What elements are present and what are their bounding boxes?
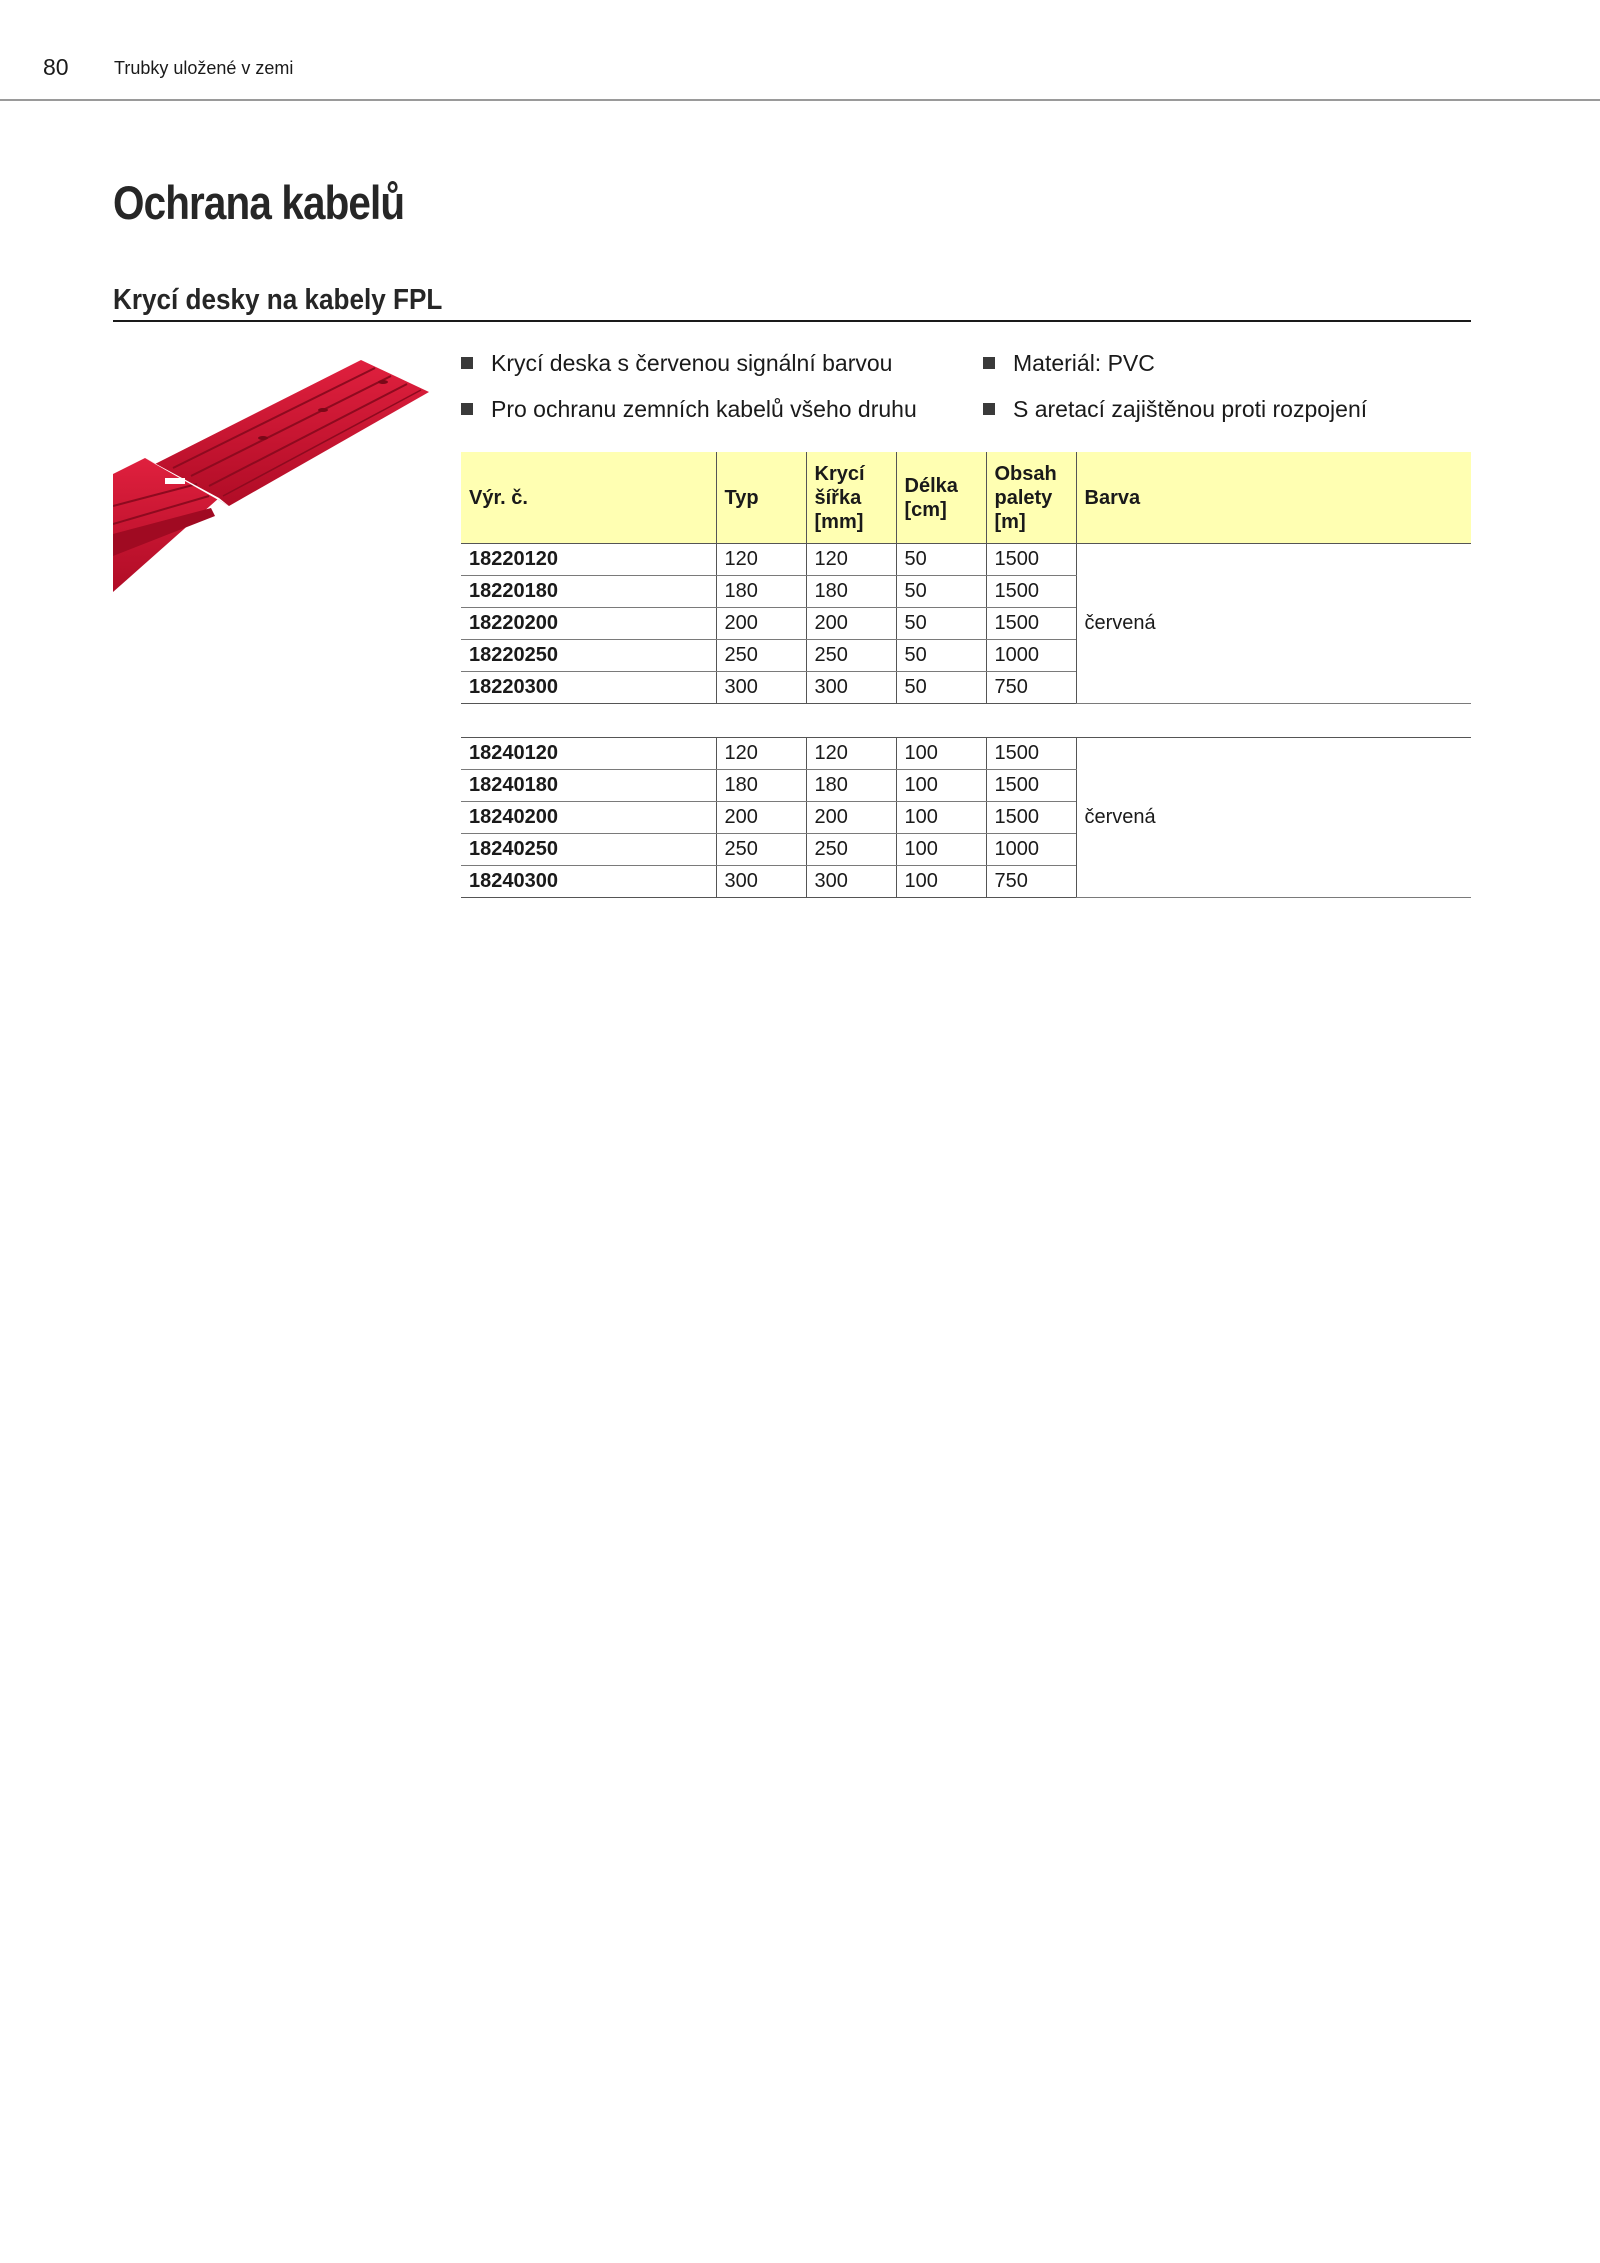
cell-pallet: 1500 [986, 770, 1076, 802]
page-number: 80 [43, 54, 69, 80]
section-title: Krycí desky na kabely FPL [113, 284, 443, 316]
square-bullet-icon [983, 403, 995, 415]
cell-code: 18220180 [461, 576, 716, 608]
cell-code: 18240300 [461, 866, 716, 898]
cell-length: 100 [896, 866, 986, 898]
col-header-pallet: Obsah palety [m] [986, 452, 1076, 544]
cell-type: 200 [716, 802, 806, 834]
cell-width: 200 [806, 802, 896, 834]
cell-length: 50 [896, 672, 986, 704]
cell-length: 100 [896, 834, 986, 866]
table-row [461, 738, 1471, 770]
cell-type: 300 [716, 866, 806, 898]
cell-type: 250 [716, 640, 806, 672]
cell-type: 180 [716, 576, 806, 608]
feature-item: Krycí deska s červenou signální barvou [461, 350, 892, 377]
cell-code: 18240120 [461, 738, 716, 770]
cable-cover-plate-image [113, 356, 433, 596]
cell-color: červená [1076, 738, 1471, 898]
cell-type: 200 [716, 608, 806, 640]
cell-length: 50 [896, 576, 986, 608]
cell-length: 50 [896, 608, 986, 640]
cell-code: 18220300 [461, 672, 716, 704]
cell-type: 120 [716, 738, 806, 770]
table-row [461, 544, 1471, 576]
cell-type: 120 [716, 544, 806, 576]
section-divider [113, 320, 1471, 322]
cell-width: 300 [806, 866, 896, 898]
cell-width: 180 [806, 770, 896, 802]
feature-list [461, 350, 1471, 440]
cell-length: 100 [896, 802, 986, 834]
cell-type: 250 [716, 834, 806, 866]
cell-pallet: 1500 [986, 544, 1076, 576]
cell-pallet: 1500 [986, 738, 1076, 770]
cell-pallet: 1000 [986, 640, 1076, 672]
col-header-length: Délka [cm] [896, 452, 986, 544]
cell-pallet: 1500 [986, 576, 1076, 608]
col-header-type: Typ [716, 452, 806, 544]
cell-pallet: 1000 [986, 834, 1076, 866]
cell-pallet: 750 [986, 672, 1076, 704]
cell-width: 180 [806, 576, 896, 608]
cell-code: 18220200 [461, 608, 716, 640]
cell-color: červená [1076, 544, 1471, 704]
spec-table-100cm [461, 737, 1471, 898]
cell-code: 18240180 [461, 770, 716, 802]
feature-item: Materiál: PVC [983, 350, 1155, 377]
square-bullet-icon [461, 403, 473, 415]
cell-width: 250 [806, 640, 896, 672]
cell-code: 18240200 [461, 802, 716, 834]
col-header-code: Výr. č. [461, 452, 716, 544]
cell-width: 300 [806, 672, 896, 704]
square-bullet-icon [461, 357, 473, 369]
page-header [0, 0, 1600, 101]
cell-type: 180 [716, 770, 806, 802]
cell-pallet: 1500 [986, 802, 1076, 834]
square-bullet-icon [983, 357, 995, 369]
feature-item: Pro ochranu zemních kabelů všeho druhu [461, 396, 917, 423]
cell-width: 120 [806, 738, 896, 770]
cell-type: 300 [716, 672, 806, 704]
cell-width: 120 [806, 544, 896, 576]
cell-length: 100 [896, 770, 986, 802]
cell-length: 50 [896, 544, 986, 576]
cell-code: 18220120 [461, 544, 716, 576]
cell-pallet: 750 [986, 866, 1076, 898]
cell-length: 50 [896, 640, 986, 672]
cell-code: 18220250 [461, 640, 716, 672]
cell-pallet: 1500 [986, 608, 1076, 640]
page-title: Ochrana kabelů [113, 176, 405, 229]
spec-table-50cm [461, 452, 1471, 704]
feature-item: S aretací zajištěnou proti rozpojení [983, 396, 1367, 423]
running-title: Trubky uložené v zemi [114, 58, 294, 78]
col-header-width: Krycí šířka [mm] [806, 452, 896, 544]
table-header-row [461, 452, 1471, 544]
cell-length: 100 [896, 738, 986, 770]
cell-code: 18240250 [461, 834, 716, 866]
cell-width: 250 [806, 834, 896, 866]
col-header-color: Barva [1076, 452, 1471, 544]
cell-width: 200 [806, 608, 896, 640]
